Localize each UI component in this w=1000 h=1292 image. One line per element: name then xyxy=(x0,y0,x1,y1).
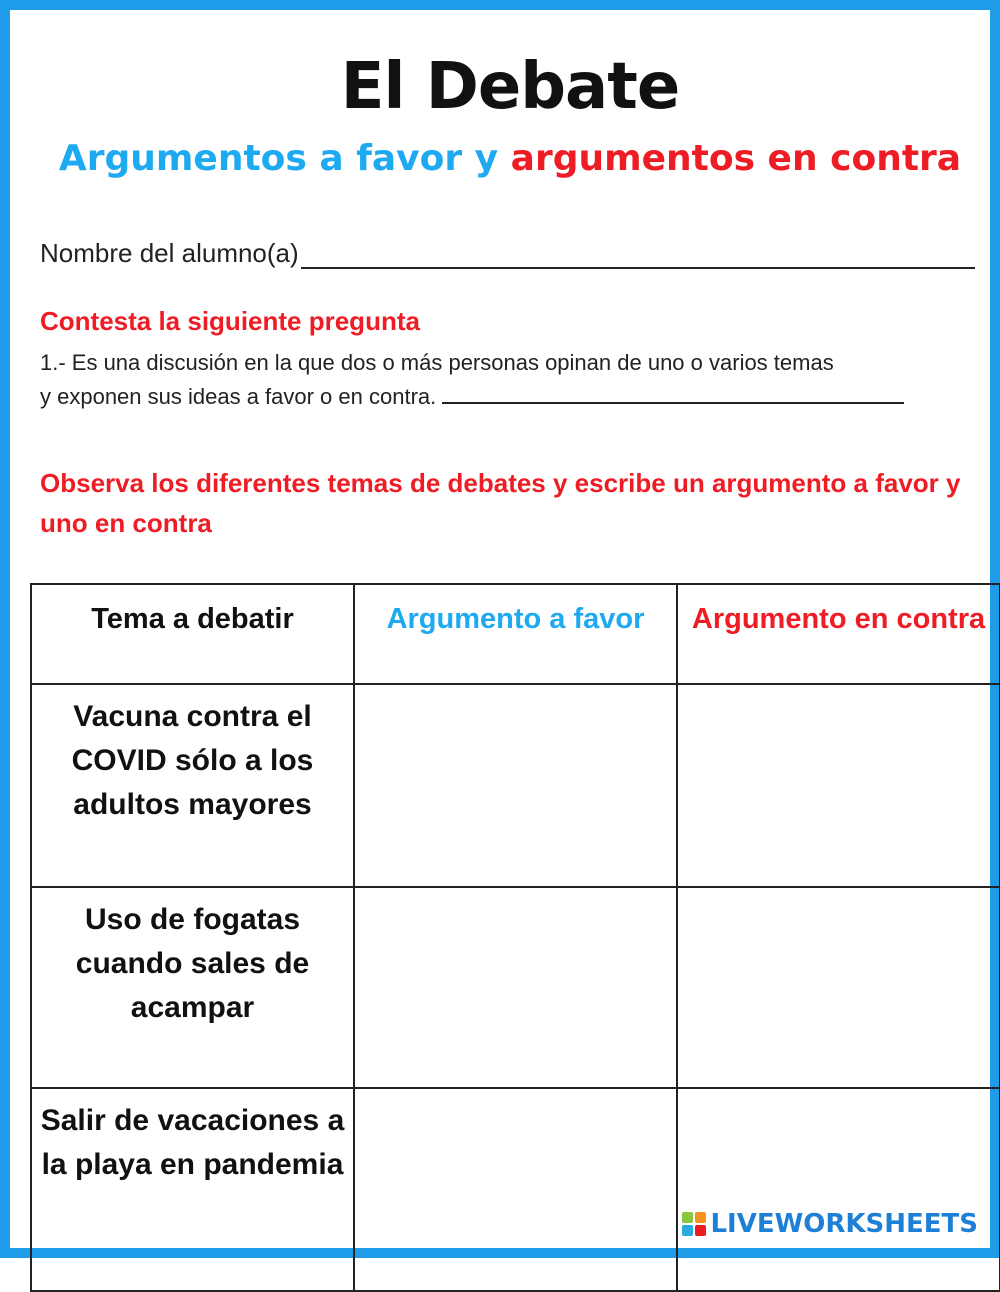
favor-answer-cell[interactable] xyxy=(354,887,677,1088)
student-name-label: Nombre del alumno(a) xyxy=(40,238,299,268)
header-tema: Tema a debatir xyxy=(31,584,354,684)
subtitle-contra: argumentos en contra xyxy=(510,138,962,179)
question-answer-blank[interactable] xyxy=(442,382,904,404)
question-heading: Contesta la siguiente pregunta xyxy=(40,306,420,336)
student-name-row xyxy=(40,238,975,269)
favor-answer-cell[interactable] xyxy=(354,684,677,887)
contra-answer-cell[interactable] xyxy=(677,1088,1000,1291)
logo-text: LIVEWORKSHEETS xyxy=(710,1209,978,1239)
header-favor: Argumento a favor xyxy=(354,584,677,684)
topic-cell: Vacuna contra el COVID sólo a los adultos mayores xyxy=(31,684,354,887)
question-line-2 xyxy=(40,380,975,414)
topic-cell: Uso de fogatas cuando sales de acampar xyxy=(31,887,354,1088)
contra-answer-cell[interactable] xyxy=(677,684,1000,887)
page-title: El Debate xyxy=(340,50,680,124)
question-line-2-text: y exponen sus ideas a favor o en contra. xyxy=(40,384,437,409)
favor-answer-cell[interactable] xyxy=(354,1088,677,1291)
student-name-blank[interactable] xyxy=(301,241,975,269)
liveworksheets-logo xyxy=(682,1209,978,1239)
contra-answer-cell[interactable] xyxy=(677,887,1000,1088)
instructions-heading: Observa los diferentes temas de debates y escribe un argumento a favor y uno en contra xyxy=(40,468,961,538)
topic-cell: Salir de vacaciones a la playa en pandemia xyxy=(31,1088,354,1291)
table-row xyxy=(31,684,1000,887)
question-line-1: 1.- Es una discusión en la que dos o más personas opinan de uno o varios temas xyxy=(40,350,834,375)
table-header-row xyxy=(31,584,1000,684)
table-row xyxy=(31,1088,1000,1291)
debate-table xyxy=(30,583,1000,1292)
table-row xyxy=(31,887,1000,1088)
subtitle-favor: Argumentos a favor y xyxy=(58,138,499,179)
header-contra: Argumento en contra xyxy=(677,584,1000,684)
question-text xyxy=(40,346,975,414)
liveworksheets-logo-icon xyxy=(682,1212,706,1236)
page-subtitle xyxy=(10,138,1000,179)
